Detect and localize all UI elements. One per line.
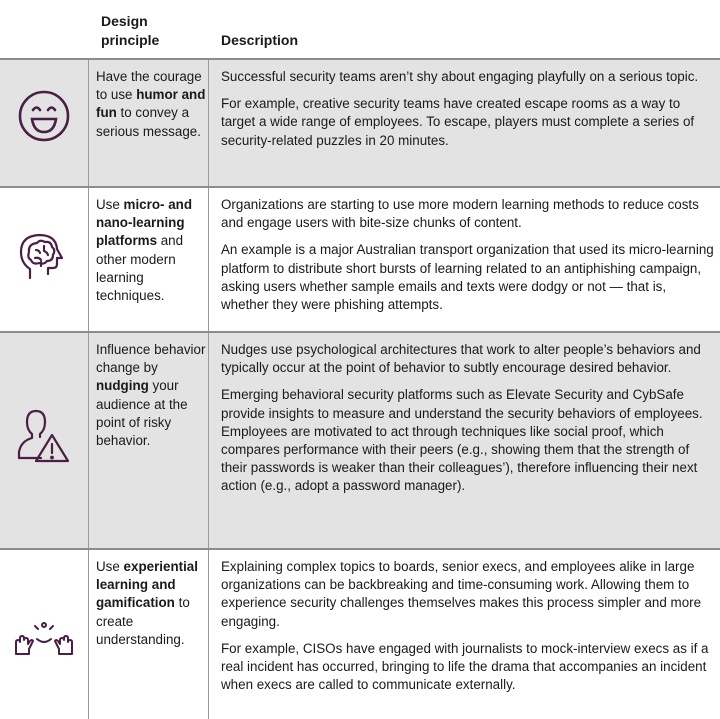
principle-bold-text: micro- and nano-learning platforms [96,197,192,249]
smiley-face-icon [14,86,74,146]
description-cell [221,196,716,323]
description-paragraph: Emerging behavioral security platforms such as Elevate Security and CybSafe provide insights to measure and understand the security behaviors of employees. Employees are motivated to act through techniques like social proof, which compares performance with their peers (e.g., showing them that the strength of their passwords is weaker than their colleagues’), therefore influencing their next action (e.g., adopt a password manager). [221,387,703,494]
description-cell [221,341,716,505]
description-cell [221,558,716,703]
description-paragraph: An example is a major Australian transport organization that used its micro-learning platform to distribute short bursts of learning related to an antiphishing campaign, asking users whether sample emails and texts were dodgy or not — that is, whether they were phishing attempts. [221,242,714,313]
hands-gesture-icon [14,614,74,674]
principle-text-after: to convey a serious message. [96,105,201,139]
person-warning-icon [14,405,74,465]
principle-bold-text: experiential learning and gamification [96,559,198,611]
design-principle-text [96,196,208,305]
table-row [0,548,720,719]
table-header [0,0,720,58]
principle-text-after: your audience at the point of risky behavior. [96,378,188,449]
principle-cell [88,333,209,548]
design-principle-text [96,68,208,141]
description-paragraph: Nudges use psychological architectures that work to alter people’s behaviors and typically occur at the point of behavior to subtly encourage desired behavior. [221,342,701,376]
principle-text-before: Influence behavior change by [96,342,206,376]
principle-text-before: Have the courage to use [96,69,202,103]
header-description: Description [221,32,299,48]
principle-text-after: and other modern learning techniques. [96,233,184,304]
icon-cell [0,188,89,331]
principle-bold-text: nudging [96,378,149,394]
icon-cell [0,333,89,548]
design-principle-text [96,558,208,649]
principle-text-after: to create understanding. [96,595,190,647]
description-paragraph: Organizations are starting to use more modern learning methods to reduce costs and engage users with bite-size chunks of content. [221,197,699,231]
icon-cell [0,550,89,719]
table-row [0,186,720,331]
table-row [0,331,720,548]
principle-cell [88,550,209,719]
description-paragraph: For example, creative security teams have created escape rooms as a way to target a wide range of employees. To escape, players must complete a series of security-related puzzles in 20 minutes. [221,96,695,148]
principle-text-before: Use [96,559,124,574]
icon-cell [0,60,89,186]
head-brain-icon [14,228,74,288]
principle-text-before: Use [96,197,124,212]
description-paragraph: For example, CISOs have engaged with journalists to mock-interview execs as if a real incident has occurred, bringing to life the drama that accompanies an incident when execs are called to communicate externally. [221,640,709,693]
description-cell [221,68,716,159]
table-row [0,58,720,186]
header-design-principle: Design principle [101,13,160,48]
principle-cell [88,60,209,186]
design-principle-text [96,341,208,450]
principle-cell [88,188,209,331]
description-paragraph: Successful security teams aren’t shy about engaging playfully on a serious topic. [221,69,699,84]
principle-bold-text: humor and fun [96,87,206,121]
description-paragraph: Explaining complex topics to boards, senior execs, and employees alike in large organizations can be backbreaking and time-consuming work. Allowing them to experience security challenges themselves makes this process simpler and more engaging. [221,559,702,629]
